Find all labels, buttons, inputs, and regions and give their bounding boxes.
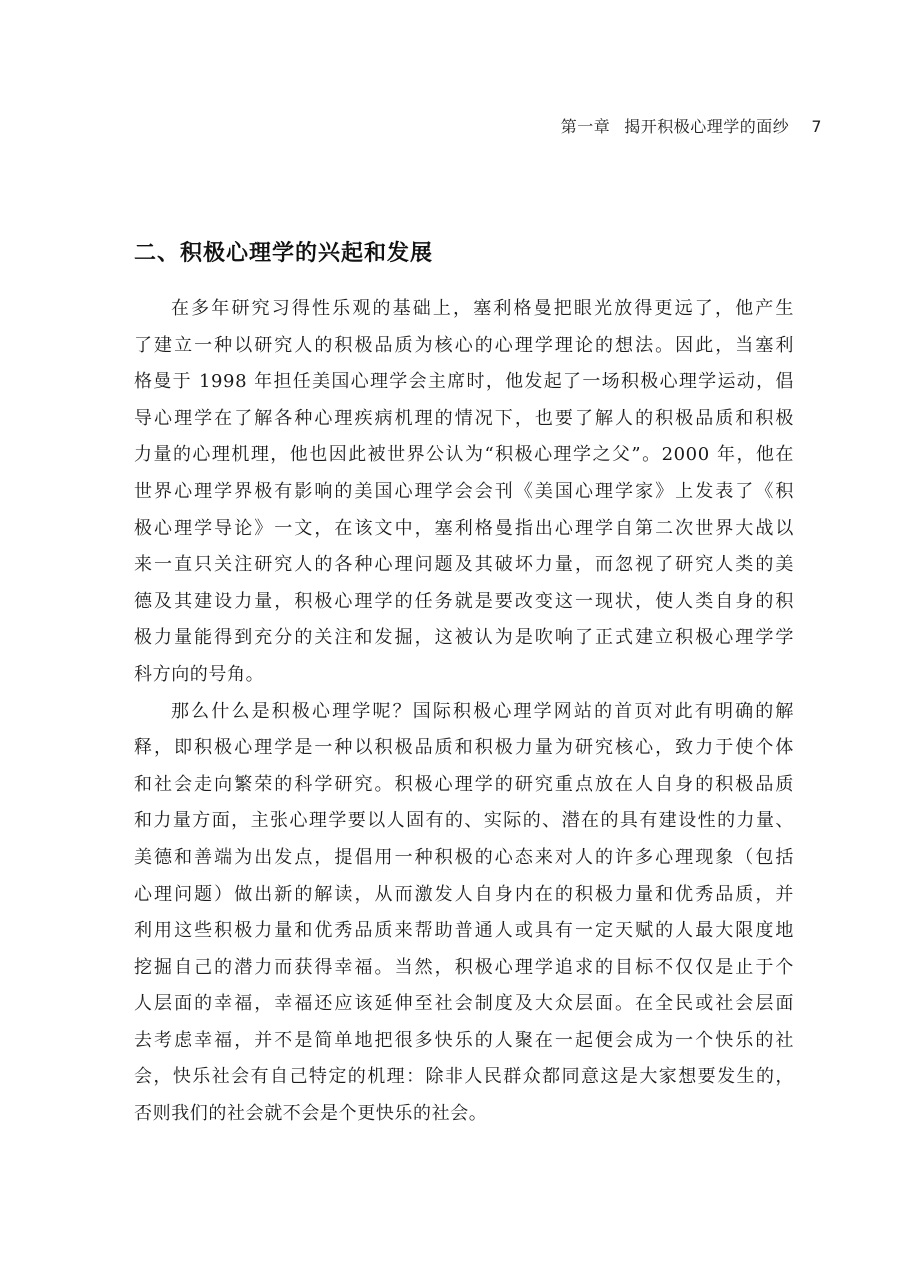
text-line: 格曼于 1998 年担任美国心理学会主席时，他发起了一场积极心理学运动，倡 <box>134 371 794 393</box>
text-line: 在多年研究习得性乐观的基础上，塞利格曼把眼光放得更远了，他产生 <box>171 298 794 319</box>
text-line: 挖掘自己的潜力而获得幸福。当然，积极心理学追求的目标不仅仅是止于个 <box>134 956 794 978</box>
text-line: 和力量方面，主张心理学要以人固有的、实际的、潜在的具有建设性的力量、 <box>134 810 794 832</box>
text-line: 导心理学在了解各种心理疾病机理的情况下，也要了解人的积极品质和积极 <box>134 407 794 429</box>
page-number: 7 <box>811 117 822 136</box>
text-line: 释，即积极心理学是一种以积极品质和积极力量为研究核心，致力于使个体 <box>134 737 794 759</box>
paragraph-1 <box>134 291 794 694</box>
chapter-label: 第一章 <box>560 117 611 136</box>
text-line: 世界心理学界极有影响的美国心理学会会刊《美国心理学家》上发表了《积 <box>134 480 794 502</box>
text-line: 利用这些积极力量和优秀品质来帮助普通人或具有一定天赋的人最大限度地 <box>134 920 794 942</box>
text-line: 来一直只关注研究人的各种心理问题及其破坏力量，而忽视了研究人类的美 <box>134 554 794 576</box>
chapter-title: 揭开积极心理学的面纱 <box>624 117 790 136</box>
section-heading: 二、积极心理学的兴起和发展 <box>134 241 434 266</box>
text-line: 否则我们的社会就不会是个更快乐的社会。 <box>134 1103 488 1125</box>
text-line: 会，快乐社会有自己特定的机理：除非人民群众都同意这是大家想要发生的， <box>134 1066 794 1088</box>
running-header <box>561 114 822 137</box>
text-line: 和社会走向繁荣的科学研究。积极心理学的研究重点放在人自身的积极品质 <box>134 773 794 795</box>
text-line: 德及其建设力量，积极心理学的任务就是要改变这一现状，使人类自身的积 <box>134 590 794 612</box>
text-line: 力量的心理机理，他也因此被世界公认为“积极心理学之父”。2000 年，他在 <box>134 444 794 466</box>
text-line: 人层面的幸福，幸福还应该延伸至社会制度及大众层面。在全民或社会层面 <box>134 993 794 1015</box>
text-line: 美德和善端为出发点，提倡用一种积极的心态来对人的许多心理现象（包括 <box>134 846 794 868</box>
text-line: 心理问题）做出新的解读，从而激发人自身内在的积极力量和优秀品质，并 <box>134 883 794 905</box>
text-line: 科方向的号角。 <box>134 663 265 685</box>
text-line: 极力量能得到充分的关注和发掘，这被认为是吹响了正式建立积极心理学学 <box>134 627 794 649</box>
text-line: 那么什么是积极心理学呢？国际积极心理学网站的首页对此有明确的解 <box>171 700 794 722</box>
paragraph-2 <box>134 694 794 1133</box>
text-line: 了建立一种以研究人的积极品质为核心的心理学理论的想法。因此，当塞利 <box>134 334 794 356</box>
text-line: 去考虑幸福，并不是简单地把很多快乐的人聚在一起便会成为一个快乐的社 <box>134 1029 794 1051</box>
body-text <box>134 291 794 1133</box>
text-line: 极心理学导论》一文，在该文中，塞利格曼指出心理学自第二次世界大战以 <box>134 517 794 539</box>
